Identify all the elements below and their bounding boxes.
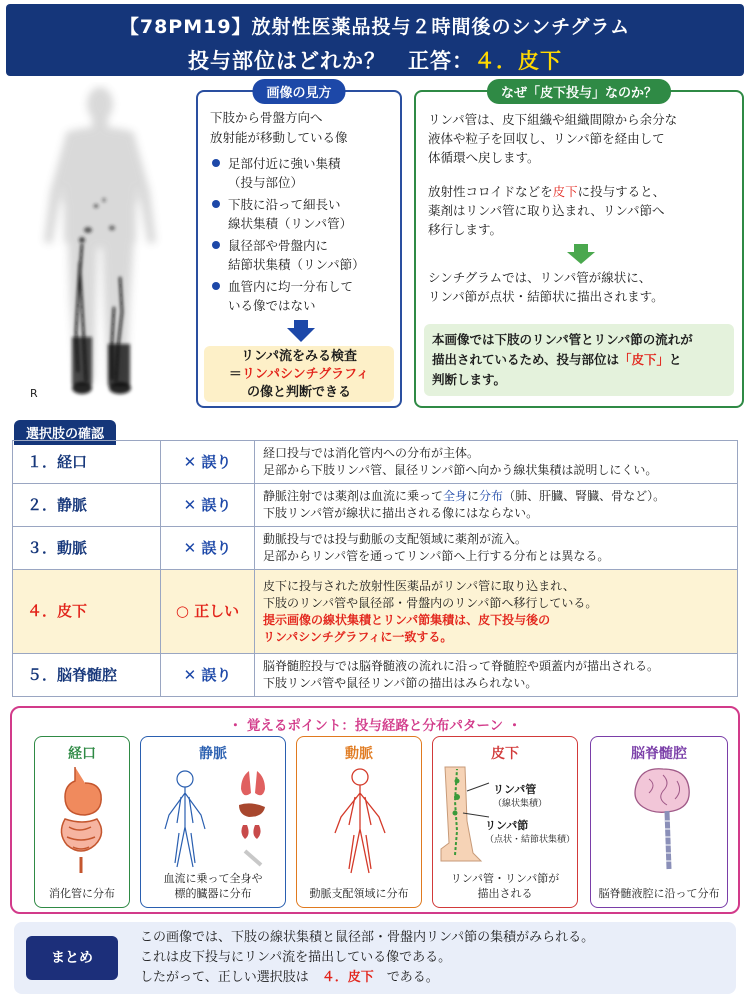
finding-item [210, 154, 398, 192]
down-arrow-head-icon [287, 328, 315, 342]
option-explanation-line: 動脈投与では投与動脈の支配領域に薬剤が流入。 [263, 532, 528, 546]
label-subtext: （点状・結節状集積） [485, 835, 576, 845]
route-card-title: 動脈 [345, 746, 373, 762]
finding-text: 鼠径部や骨盤内に [228, 238, 329, 253]
option-explanation-line: 下肢リンパ管や鼠径リンパ節の描出はみられない。 [263, 676, 538, 690]
why-box-text: 描出されているため、投与部位は [432, 352, 620, 367]
why-text: 体循環へ戻します。 [428, 150, 540, 165]
intro-line-1: 下肢から骨盤方向へ [210, 110, 323, 125]
why-box-line-2 [432, 350, 726, 370]
why-box-text: 本画像では下肢のリンパ管とリンパ節の流れが [432, 332, 693, 347]
scintigram-image [8, 82, 188, 400]
side-label: R [30, 387, 38, 400]
question-text: 投与部位はどれか？ 正答： [188, 49, 474, 73]
arterial-system-icon [297, 763, 423, 881]
option-explanation-line: 脳脊髄腔投与では脳脊髄液の流れに沿って脊髄腔や頭蓋内が描出される。 [263, 659, 660, 673]
why-text: リンパ管は、皮下組織や組織間隙から余分な [428, 112, 678, 127]
summary-badge: まとめ [26, 936, 118, 980]
finding-item [210, 236, 398, 274]
lymph-node-label [485, 819, 575, 847]
summary-text-part: したがって、正しい選択肢は [140, 970, 322, 985]
option-explanation-line [263, 488, 729, 505]
finding-text: 線状集積（リンパ管） [228, 216, 353, 231]
option-explanation-line: 足部からリンパ管を通ってリンパ節へ上行する分布とは異なる。 [263, 549, 610, 563]
route-card-caption [433, 871, 577, 901]
option-explanation-line: 足部から下肢リンパ管、鼠径リンパ節へ向かう線状集積は説明しにくい。 [263, 463, 658, 477]
question-line [6, 45, 744, 75]
why-text: リンパ節が点状・結節状に描出されます。 [428, 289, 664, 304]
why-text: シンチグラムでは、リンパ管が線状に、 [428, 270, 652, 285]
why-subcutaneous-panel [414, 86, 744, 408]
explanation-highlight: 分布 [479, 489, 504, 503]
conclusion-line-3: の像と判断できる [246, 385, 351, 400]
summary-line: この画像では、下肢の線状集積と鼠径部・骨盤内リンパ節の集積がみられる。 [140, 930, 595, 945]
option-verdict: ✕ 誤り [161, 527, 255, 570]
option-row-correct [13, 570, 738, 654]
route-card-subcutaneous [432, 736, 578, 908]
finding-text: 足部付近に強い集積 [228, 156, 341, 171]
finding-item [210, 195, 398, 233]
brain-spine-icon [591, 763, 729, 875]
explanation-text: に [467, 489, 480, 503]
intro-line-2: 放射能が移動している像 [210, 130, 348, 145]
summary-text-part: である。 [373, 970, 439, 985]
summary-answer: ４．皮下 [321, 970, 374, 985]
explanation-text: 静脈注射では薬剤は血流に乗って [263, 489, 444, 503]
option-explanation-line: 下肢リンパ管が線状に描出される像にはならない。 [263, 506, 539, 520]
route-card-intrathecal [590, 736, 728, 908]
option-explanation-line: 提示画像の線状集積とリンパ節集積は、皮下投与後の [263, 612, 551, 627]
why-tag: なぜ「皮下投与」なのか？ [487, 79, 671, 104]
option-number: ２．静脈 [13, 484, 161, 527]
option-row [13, 527, 738, 570]
option-number: ４．皮下 [13, 570, 161, 654]
option-number: ３．動脈 [13, 527, 161, 570]
option-explanation-line: 皮下に投与された放射性医薬品がリンパ管に取り込まれ、 [263, 578, 575, 593]
correct-answer: ４．皮下 [474, 49, 562, 73]
conclusion-line-2 [204, 366, 394, 384]
option-explanation [255, 484, 738, 527]
option-verdict: ✕ 誤り [161, 441, 255, 484]
route-card-title: 経口 [68, 746, 96, 762]
image-reading-tag: 画像の見方 [252, 79, 345, 104]
why-text: に投与すると、 [577, 184, 666, 199]
options-section-title: 選択肢の確認 [14, 420, 116, 445]
route-card-oral [34, 736, 130, 908]
scintigram-graphic [8, 82, 188, 400]
option-row [13, 441, 738, 484]
why-text: 移行します。 [428, 222, 503, 237]
conclusion-line-1: リンパ流をみる検査 [240, 349, 358, 364]
caption-line: 血流に乗って全身や [163, 872, 263, 885]
route-card-title: 皮下 [491, 746, 519, 762]
caption-line: 標的臓器に分布 [174, 887, 252, 900]
image-reading-conclusion [204, 346, 394, 402]
finding-text: 血管内に均一分布して [228, 279, 354, 294]
option-explanation [255, 654, 738, 697]
why-paragraph-2 [428, 182, 736, 239]
caption-line: リンパ管・リンパ節が [450, 872, 560, 885]
caption-line: 描出される [477, 887, 533, 900]
question-id-title: 【78PM19】放射性医薬品投与２時間後のシンチグラム [119, 16, 631, 38]
option-explanation [255, 441, 738, 484]
option-row [13, 484, 738, 527]
page-header [6, 4, 744, 76]
summary-line [140, 968, 594, 988]
finding-list [210, 154, 398, 318]
image-reading-panel [196, 86, 402, 408]
summary-line: これは皮下投与にリンパ流を描出している像である。 [140, 950, 452, 965]
route-card-caption: 脳脊髄液腔に沿って分布 [598, 887, 720, 900]
why-paragraph-3 [428, 268, 736, 306]
why-box-text: 判断します。 [432, 372, 507, 387]
option-verdict: ○ 正しい [161, 570, 255, 654]
lymph-vessel-label [493, 783, 547, 811]
route-card-title: 静脈 [199, 746, 227, 762]
down-arrow-icon [574, 244, 588, 252]
why-text: 薬剤はリンパ管に取り込まれ、リンパ節へ [428, 203, 665, 218]
option-explanation [255, 527, 738, 570]
why-paragraph-1 [428, 110, 736, 167]
why-box-text: と [669, 352, 682, 367]
explanation-highlight: 全身 [443, 489, 468, 503]
key-points-title: ・ 覚えるポイント：投与経路と分布パターン ・ [228, 718, 522, 734]
option-explanation [255, 570, 738, 654]
finding-text: いる像ではない [228, 298, 316, 313]
route-card-caption: 動脈支配領域に分布 [309, 887, 409, 900]
why-text: 液体や粒子を回収し、リンパ節を経由して [428, 131, 665, 146]
option-row [13, 654, 738, 697]
route-card-caption: 消化管に分布 [49, 887, 115, 900]
summary-text [140, 928, 594, 988]
image-reading-intro [210, 108, 348, 148]
down-arrow-head-icon [567, 252, 595, 264]
option-number: １．経口 [13, 441, 161, 484]
summary-box [14, 922, 736, 994]
why-text: 放射性コロイドなどを [428, 184, 553, 199]
down-arrow-icon [294, 320, 308, 328]
key-points-panel [10, 706, 740, 914]
circulation-organs-icon [141, 763, 287, 875]
conclusion-prefix: ＝ [228, 367, 242, 382]
label-text: リンパ節 [485, 819, 529, 832]
conclusion-exam-name: リンパシンチグラフィ [241, 367, 370, 382]
option-verdict: ✕ 誤り [161, 654, 255, 697]
route-card-iv [140, 736, 286, 908]
why-box-highlight: 「皮下」 [619, 352, 670, 367]
why-highlight: 皮下 [552, 184, 578, 199]
option-explanation-line: リンパシンチグラフィに一致する。 [263, 629, 453, 644]
option-explanation-line: 経口投与では消化管内への分布が主体。 [263, 446, 480, 460]
route-card-title: 脳脊髄腔 [631, 746, 687, 762]
explanation-text: （肺、肝臓、腎臓、骨など）。 [503, 489, 666, 503]
finding-text: 下肢に沿って細長い [228, 197, 341, 212]
finding-item [210, 277, 398, 315]
label-text: リンパ管 [493, 783, 537, 796]
finding-text: 結節状集積（リンパ節） [228, 257, 365, 272]
option-number: ５．脳脊髄腔 [13, 654, 161, 697]
route-card-artery [296, 736, 422, 908]
options-table [12, 440, 738, 697]
digestive-tract-icon [35, 763, 131, 883]
leg-lymph-icon [433, 761, 579, 869]
option-explanation-line: 下肢のリンパ管や鼠径部・骨盤内のリンパ節へ移行している。 [263, 595, 598, 610]
why-conclusion-box [424, 324, 734, 396]
option-verdict: ✕ 誤り [161, 484, 255, 527]
finding-text: （投与部位） [228, 175, 304, 190]
label-subtext: （線状集積） [493, 799, 548, 809]
route-card-caption [141, 871, 285, 901]
